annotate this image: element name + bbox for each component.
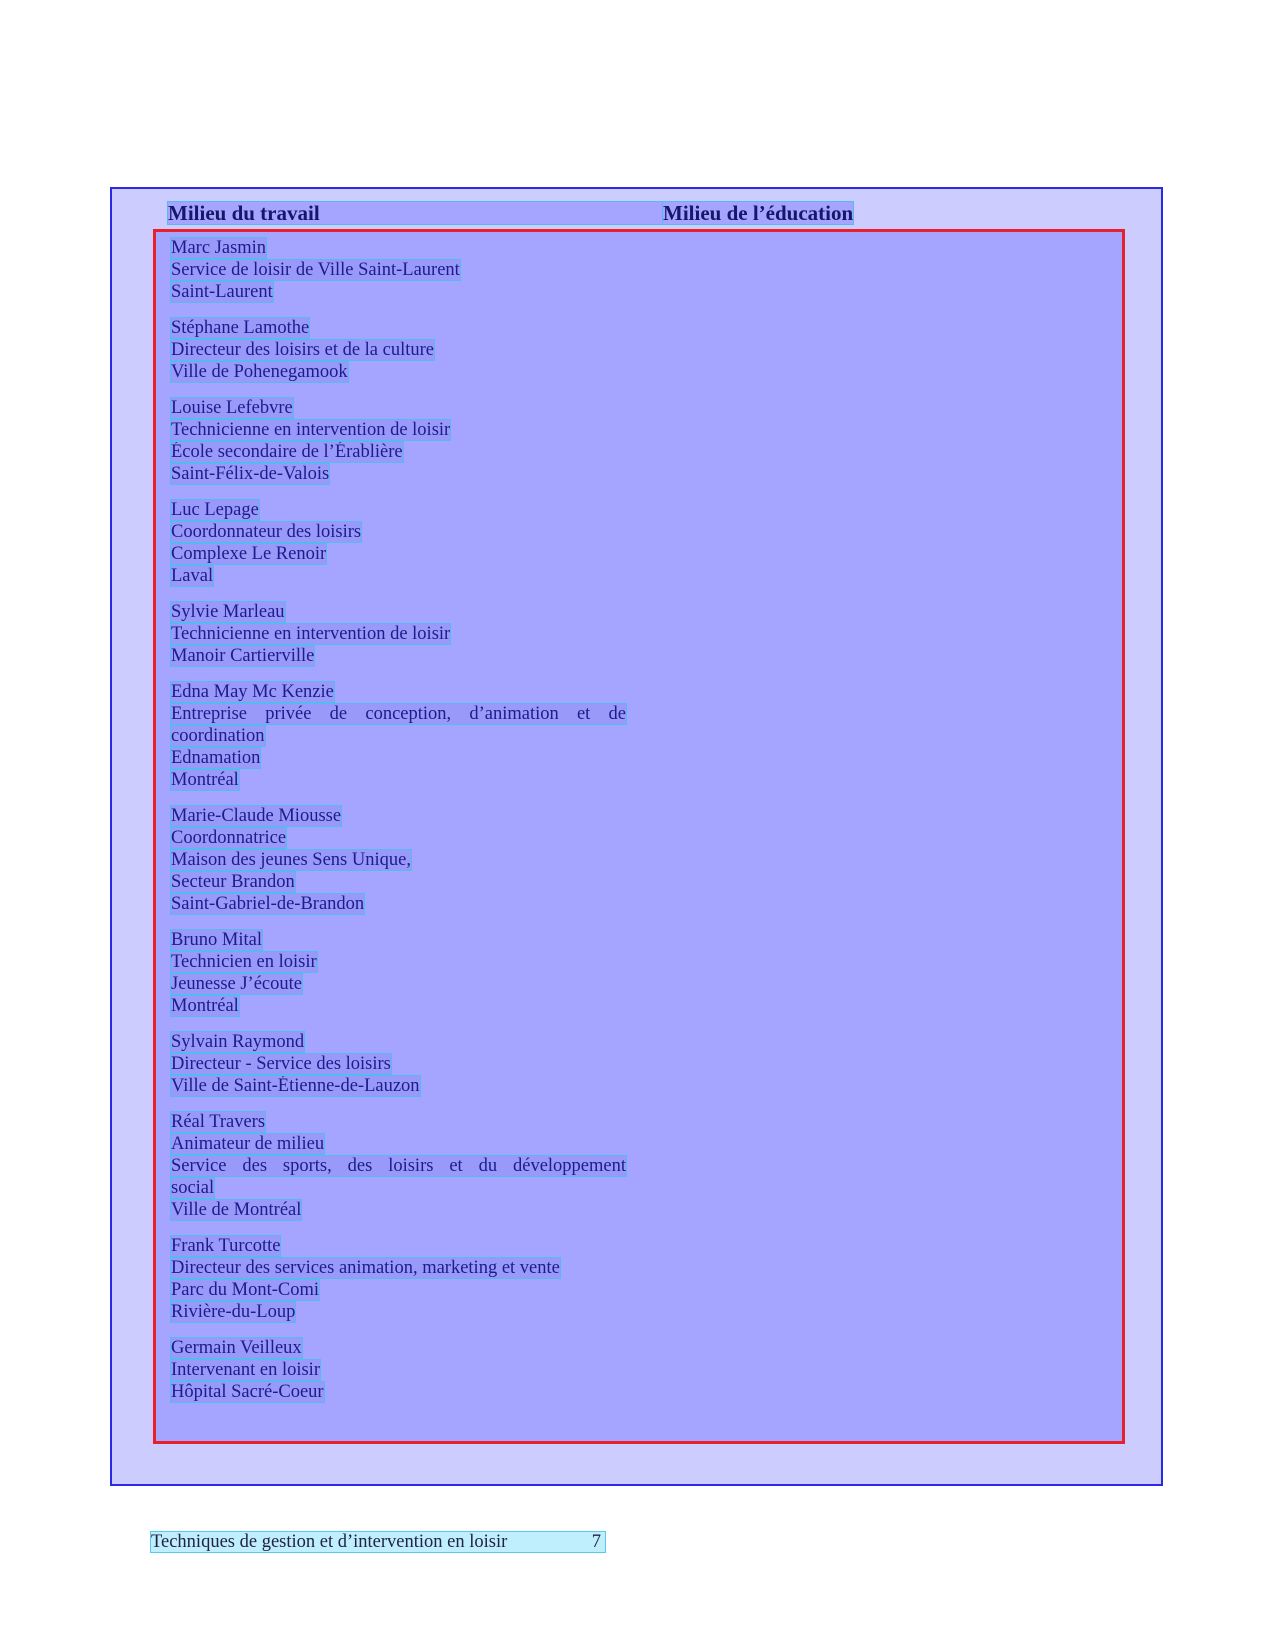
contact-detail-line: École secondaire de l’Érablière [171,442,403,462]
contact-entry [171,1032,626,1096]
contact-detail-line: Animateur de milieu [171,1134,325,1154]
contact-detail-line: Entreprise privée de conception, d’animation et de [171,704,626,724]
contact-detail-line: Laval [171,566,214,586]
contact-detail-line: Saint-Gabriel-de-Brandon [171,894,365,914]
contact-detail-line: Intervenant en loisir [171,1360,320,1380]
contact-name: Germain Veilleux [171,1338,302,1358]
contact-detail-line: Rivière-du-Loup [171,1302,296,1322]
contacts-list [171,238,626,1418]
contact-detail-line: Technicienne en intervention de loisir [171,420,451,440]
contact-entry [171,806,626,914]
contact-detail-line: Saint-Félix-de-Valois [171,464,330,484]
contact-detail-line: Directeur des loisirs et de la culture [171,340,435,360]
contact-entry [171,1338,626,1402]
contact-name: Stéphane Lamothe [171,318,310,338]
contact-entry [171,1112,626,1220]
contact-name: Edna May Mc Kenzie [171,682,334,702]
contact-detail-line: coordination [171,726,265,746]
contact-name: Bruno Mital [171,930,262,950]
contact-entry [171,602,626,666]
contact-name: Marc Jasmin [171,238,267,258]
contact-name: Marie-Claude Miousse [171,806,342,826]
contact-entry [171,682,626,790]
contacts-panel [153,229,1125,1444]
page-number: 7 [591,1532,601,1552]
header-education: Milieu de l’éducation [663,201,854,225]
contact-detail-line: Parc du Mont-Comi [171,1280,319,1300]
contact-detail-line: Service de loisir de Ville Saint-Laurent [171,260,460,280]
contact-name: Sylvie Marleau [171,602,285,622]
contact-name: Luc Lepage [171,500,259,520]
contact-detail-line: Complexe Le Renoir [171,544,327,564]
contact-detail-line: Ville de Pohenegamook [171,362,348,382]
contact-entry [171,930,626,1016]
header-workplace: Milieu du travail [168,202,663,224]
contact-detail-line: Ville de Montréal [171,1200,302,1220]
contact-entry [171,500,626,586]
contact-detail-line: Manoir Cartierville [171,646,315,666]
contact-entry [171,1236,626,1322]
contact-name: Sylvain Raymond [171,1032,305,1052]
footer-title: Techniques de gestion et d’intervention en loisir [151,1532,508,1552]
contact-detail-line: Jeunesse J’écoute [171,974,302,994]
contact-detail-line: Technicienne en intervention de loisir [171,624,451,644]
contact-detail-line: social [171,1178,215,1198]
contact-entry [171,318,626,382]
contact-detail-line: Secteur Brandon [171,872,295,892]
contact-detail-line: Ville de Saint-Étienne-de-Lauzon [171,1076,420,1096]
contact-detail-line: Coordonnatrice [171,828,287,848]
contact-detail-line: Hôpital Sacré-Coeur [171,1382,324,1402]
page-footer [151,1532,605,1552]
contact-detail-line: Directeur - Service des loisirs [171,1054,391,1074]
contact-detail-line: Montréal [171,996,239,1016]
contact-detail-line: Technicien en loisir [171,952,317,972]
contact-detail-line: Montréal [171,770,239,790]
contact-detail-line: Maison des jeunes Sens Unique, [171,850,411,870]
contact-name: Frank Turcotte [171,1236,281,1256]
contact-detail-line: Service des sports, des loisirs et du développement [171,1156,626,1176]
contact-detail-line: Ednamation [171,748,261,768]
contact-entry [171,398,626,484]
contact-detail-line: Directeur des services animation, marketing et vente [171,1258,560,1278]
contact-entry [171,238,626,302]
contact-detail-line: Coordonnateur des loisirs [171,522,362,542]
contact-detail-line: Saint-Laurent [171,282,273,302]
content-frame [110,187,1163,1486]
contact-name: Réal Travers [171,1112,266,1132]
contact-name: Louise Lefebvre [171,398,293,418]
